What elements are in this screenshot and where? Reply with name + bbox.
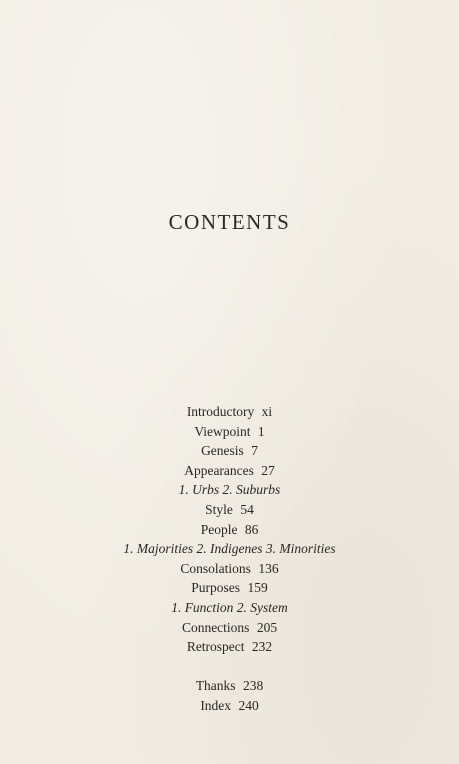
toc-entry-viewpoint xyxy=(0,422,459,442)
toc-entry-consolations xyxy=(0,559,459,579)
toc-entry-page: 1 xyxy=(257,423,265,439)
toc-entry-page: 54 xyxy=(240,501,254,517)
toc-spacer xyxy=(0,657,459,677)
toc-entry-style xyxy=(0,500,459,520)
toc-entry-page: xi xyxy=(261,404,273,419)
toc-entry-title: Genesis xyxy=(201,443,244,459)
toc-entry-title: Connections xyxy=(181,619,250,635)
toc-entry-title: Appearances xyxy=(184,462,254,478)
toc-entry-title: Consolations xyxy=(180,560,251,576)
toc-subentries-people: 1. Majorities 2. Indigenes 3. Minorities xyxy=(123,541,336,557)
toc-subentries-appearances: 1. Urbs 2. Suburbs xyxy=(178,482,281,498)
toc-entry-title: Retrospect xyxy=(186,639,245,655)
toc-entry-thanks xyxy=(0,676,459,696)
toc-subentries-purposes: 1. Function 2. System xyxy=(171,599,288,615)
toc-entry-title: Thanks xyxy=(195,678,236,694)
toc-entry-page: 27 xyxy=(261,462,275,478)
toc-entry-index xyxy=(0,696,459,716)
toc-entry-genesis xyxy=(0,441,459,461)
toc-entry-title: People xyxy=(200,521,238,537)
toc-entry-title: Introductory xyxy=(186,404,255,419)
table-of-contents xyxy=(0,402,459,716)
toc-entry-title: Style xyxy=(205,501,233,517)
toc-entry-page: 238 xyxy=(242,678,264,694)
page-title: CONTENTS xyxy=(168,210,291,234)
toc-entry-page: 86 xyxy=(244,521,259,537)
toc-entry-title: Viewpoint xyxy=(194,423,251,439)
toc-entry-page: 232 xyxy=(251,639,273,655)
toc-entry-people xyxy=(0,520,459,540)
toc-entry-page: 205 xyxy=(256,619,278,635)
toc-entry-page: 7 xyxy=(251,443,258,459)
toc-entry-title: Purposes xyxy=(191,580,241,596)
toc-entry-page: 136 xyxy=(258,560,279,576)
toc-entry-page: 159 xyxy=(247,580,268,596)
toc-entry-title: Index xyxy=(200,697,232,713)
toc-entry-purposes xyxy=(0,578,459,598)
toc-entry-connections xyxy=(0,618,459,638)
toc-entry-introductory xyxy=(0,402,459,422)
toc-entry-page: 240 xyxy=(238,697,259,713)
toc-entry-appearances xyxy=(0,461,459,481)
toc-entry-retrospect xyxy=(0,637,459,657)
